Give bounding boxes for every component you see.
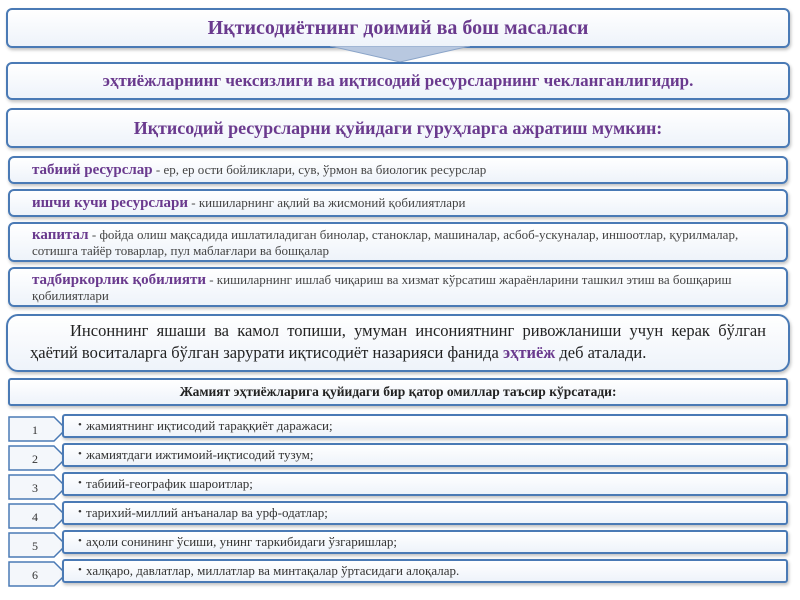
- resource-desc: - кишиларнинг ақлий ва жисмоний қобилиятлари: [187, 195, 466, 210]
- factor-number-badge: [8, 474, 68, 500]
- down-arrow-icon: [330, 46, 470, 62]
- factor-text: жамиятдаги ижтимоий-иқтисодий тузум;: [86, 447, 314, 462]
- resource-desc: - ер, ер ости бойликлари, сув, ўрмон ва биологик ресурслар: [152, 162, 487, 177]
- bullet-icon: •: [78, 448, 82, 460]
- definition-text: Инсоннинг яшаши ва камол топиши, умуман инсониятнинг ривожланиши учун керак бўлган ҳаётий воситаларга бўлган зарурати иқтисодиёт назарияси фанида: [30, 321, 766, 362]
- title-box: [6, 8, 790, 48]
- factor-text: табиий-географик шароитлар;: [86, 476, 253, 491]
- factor-number: 2: [32, 452, 38, 466]
- factor-item: [62, 472, 788, 496]
- bullet-icon: •: [78, 419, 82, 431]
- factor-item: [62, 414, 788, 438]
- groups-heading: Иқтисодий ресурсларни қуйидаги гуруҳларга ажратиш мумкин:: [133, 117, 663, 138]
- factor-text: аҳоли сонининг ўсиши, унинг таркибидаги ўзгаришлар;: [86, 534, 398, 549]
- bullet-icon: •: [78, 477, 82, 489]
- factor-number-badge: [8, 561, 68, 587]
- factors-heading-box: [8, 378, 788, 406]
- factor-number: 5: [32, 539, 38, 553]
- factor-number-badge: [8, 503, 68, 529]
- factors-heading: Жамият эҳтиёжларига қуйидаги бир қатор омиллар таъсир кўрсатади:: [179, 384, 617, 399]
- definition-term: эҳтиёж: [502, 343, 556, 362]
- statement-box: [6, 62, 790, 100]
- resource-term: капитал: [32, 226, 89, 243]
- resource-item: [8, 189, 788, 217]
- resource-desc: - фойда олиш мақсадида ишлатиладиган бинолар, станоклар, машиналар, асбоб-ускуналар, иншоотлар, қурилмалар, сотишга тайёр товарлар, пул маблағлари ва бошқалар: [32, 226, 739, 258]
- factor-number: 3: [32, 481, 38, 495]
- resource-term: ишчи кучи ресурслари: [32, 195, 188, 211]
- bullet-icon: •: [78, 506, 82, 518]
- definition-tail: деб аталади.: [555, 343, 647, 362]
- factor-number: 1: [32, 423, 38, 437]
- groups-heading-box: [6, 108, 790, 148]
- factor-text: тарихий-миллий анъаналар ва урф-одатлар;: [86, 505, 328, 520]
- resource-term: табиий ресурслар: [32, 162, 153, 178]
- factor-text: халқаро, давлатлар, миллатлар ва минтақалар ўртасидаги алоқалар.: [86, 563, 460, 578]
- factor-number: 4: [32, 510, 38, 524]
- factor-item: [62, 530, 788, 554]
- page-title: Иқтисодиётнинг доимий ва бош масаласи: [207, 16, 589, 39]
- bullet-icon: •: [78, 535, 82, 547]
- resource-desc: - кишиларнинг ишлаб чиқариш ва хизмат кўрсатиш жараёнларини ташкил этиш ва бошқариш қобилиятлари: [32, 271, 732, 303]
- bullet-icon: •: [78, 564, 82, 576]
- factor-number-badge: [8, 532, 68, 558]
- factor-number: 6: [32, 568, 38, 582]
- resource-item: [8, 222, 788, 262]
- factor-number-badge: [8, 416, 68, 442]
- definition-box: [6, 314, 790, 372]
- factor-item: [62, 443, 788, 467]
- factor-item: [62, 559, 788, 583]
- factor-text: жамиятнинг иқтисодий тараққиёт даражаси;: [86, 418, 333, 433]
- resource-term: тадбиркорлик қобилияти: [32, 271, 206, 288]
- factor-item: [62, 501, 788, 525]
- factor-number-badge: [8, 445, 68, 471]
- resource-item: [8, 156, 788, 184]
- statement-text: эҳтиёжларнинг чексизлиги ва иқтисодий ресурсларнинг чекланганлигидир.: [102, 71, 694, 90]
- resource-item: [8, 267, 788, 307]
